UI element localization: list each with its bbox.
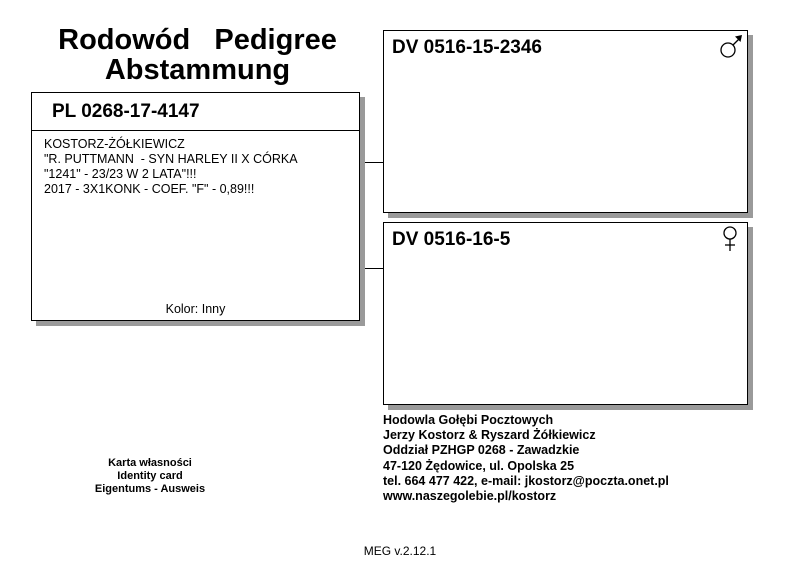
title-line-2: Abstammung — [104, 54, 291, 86]
identity-card-line: Identity card — [117, 470, 183, 482]
breeder-line: Hodowla Gołębi Pocztowych — [383, 413, 554, 427]
breeder-line: 47-120 Żędowice, ul. Opolska 25 — [383, 458, 575, 473]
identity-card-label — [60, 457, 240, 496]
subject-note-line: "R. PUTTMANN - SYN HARLEY II X CÓRKA — [44, 152, 298, 166]
connector-mother-horizontal — [358, 268, 383, 269]
breeder-line: tel. 664 477 422, e-mail: jkostorz@poczta.onet.pl — [383, 473, 669, 488]
breeder-info — [383, 413, 669, 504]
breeder-line: Oddział PZHGP 0268 - Zawadzkie — [383, 443, 580, 458]
subject-color: Kolor: Inny — [165, 302, 226, 316]
identity-card-line: Karta własności — [108, 457, 192, 469]
title-line-1: Rodowód Pedigree — [58, 24, 337, 56]
subject-notes — [32, 131, 359, 197]
father-card — [383, 30, 748, 213]
subject-note-line: KOSTORZ-ŻÓŁKIEWICZ — [44, 137, 185, 151]
subject-pigeon-card — [31, 92, 360, 321]
version-label: MEG v.2.12.1 — [363, 544, 437, 558]
male-symbol-icon — [718, 31, 744, 63]
mother-ring-number: DV 0516-16-5 — [392, 229, 511, 250]
father-ring-number: DV 0516-15-2346 — [392, 37, 542, 58]
subject-ring-number: PL 0268-17-4147 — [32, 93, 359, 131]
breeder-line: www.naszegolebie.pl/kostorz — [383, 489, 557, 504]
document-title — [30, 25, 365, 85]
breeder-line: Jerzy Kostorz & Ryszard Żółkiewicz — [383, 428, 596, 443]
subject-note-line: 2017 - 3X1KONK - COEF. "F" - 0,89!!! — [44, 182, 255, 196]
subject-note-line: "1241" - 23/23 W 2 LATA"!!! — [44, 167, 197, 181]
female-symbol-icon — [718, 223, 744, 255]
identity-card-line: Eigentums - Ausweis — [94, 483, 206, 495]
mother-card — [383, 222, 748, 405]
connector-father-horizontal — [358, 162, 383, 163]
